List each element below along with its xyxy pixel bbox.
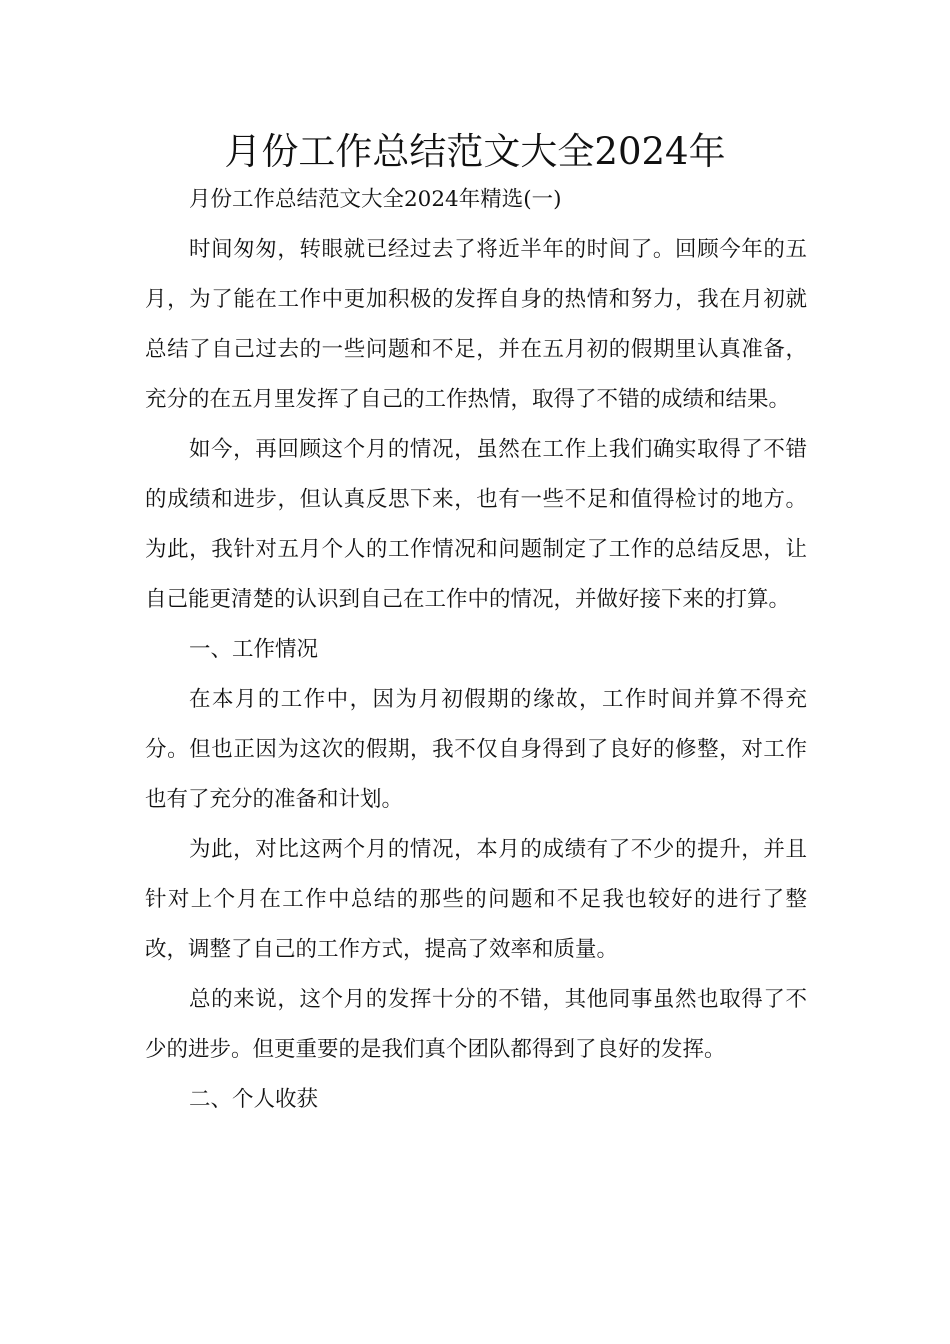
section-heading: 一、工作情况 [189,637,319,662]
section-heading: 二、个人收获 [189,1087,319,1112]
subtitle-paragraph: 月份工作总结范文大全2024年精选(一) [189,187,562,212]
body-paragraph: 时间匆匆，转眼就已经过去了将近半年的时间了。回顾今年的五月，为了能在工作中更加积极的发挥自身的热情和努力，我在月初就总结了自己过去的一些问题和不足，并在五月初的假期里认真准备，充分的在五月里发挥了自己的工作热情，取得了不错的成绩和结果。 [145,237,807,412]
document-body [145,175,807,1125]
body-paragraph: 总的来说，这个月的发挥十分的不错，其他同事虽然也取得了不少的进步。但更重要的是我们真个团队都得到了良好的发挥。 [145,987,807,1062]
body-paragraph: 在本月的工作中，因为月初假期的缘故，工作时间并算不得充分。但也正因为这次的假期，我不仅自身得到了良好的修整，对工作也有了充分的准备和计划。 [145,687,807,812]
body-paragraph: 为此，对比这两个月的情况，本月的成绩有了不少的提升，并且针对上个月在工作中总结的那些的问题和不足我也较好的进行了整改，调整了自己的工作方式，提高了效率和质量。 [145,837,807,962]
body-paragraph: 如今，再回顾这个月的情况，虽然在工作上我们确实取得了不错的成绩和进步，但认真反思下来，也有一些不足和值得检讨的地方。为此，我针对五月个人的工作情况和问题制定了工作的总结反思，让自己能更清楚的认识到自己在工作中的情况，并做好接下来的打算。 [145,437,807,612]
document-title: 月份工作总结范文大全2024年 [224,130,726,173]
